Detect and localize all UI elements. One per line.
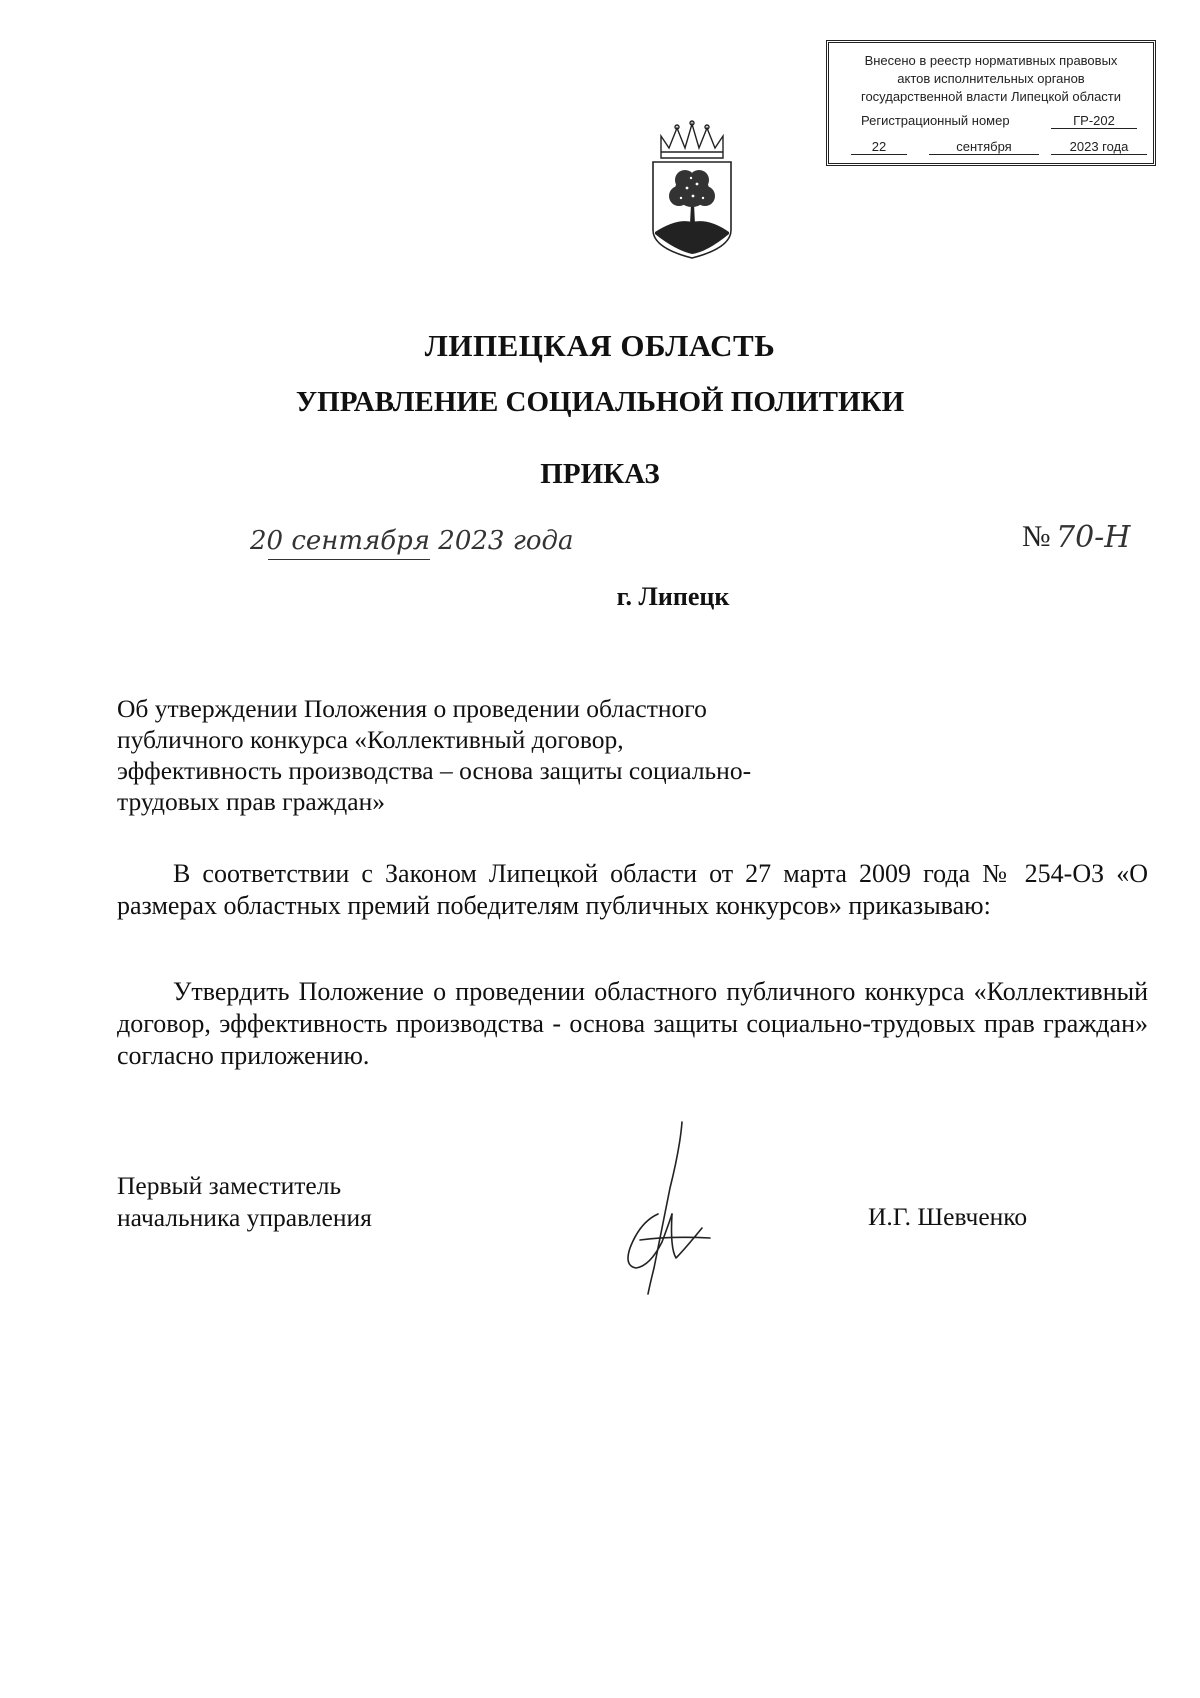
department-heading: УПРАВЛЕНИЕ СОЦИАЛЬНОЙ ПОЛИТИКИ xyxy=(295,386,905,418)
registry-stamp xyxy=(826,40,1156,166)
doc-type-heading: ПРИКАЗ xyxy=(540,458,660,490)
stamp-line-3: государственной власти Липецкой области xyxy=(860,89,1122,104)
signatory-position-line-1: Первый заместитель xyxy=(117,1171,342,1200)
city: г. Липецк xyxy=(616,582,730,611)
stamp-reg-label: Регистрационный номер xyxy=(861,113,1010,128)
order-title: Об утверждении Положения о проведении областного публичного конкурса «Коллективный договор, эффективность производства – основа защиты социально-трудовых прав граждан» xyxy=(117,694,752,816)
signatory-position xyxy=(117,1170,372,1234)
signatory-position-line-2: начальника управления xyxy=(117,1203,372,1232)
stamp-date-day: 22 xyxy=(851,139,907,155)
handwritten-signature xyxy=(610,1118,720,1296)
stamp-line-2: актов исполнительных органов xyxy=(897,71,1085,86)
paragraph-basis: В соответствии с Законом Липецкой области от 27 марта 2009 года № 254-ОЗ «О размерах областных премий победителям публичных конкурсов» приказываю: xyxy=(117,859,1148,920)
order-number: 70-Н xyxy=(1056,520,1131,555)
stamp-reg-number: ГР-202 xyxy=(1051,113,1137,129)
stamp-line-1: Внесено в реестр нормативных правовых xyxy=(864,53,1118,68)
region-heading: ЛИПЕЦКАЯ ОБЛАСТЬ xyxy=(424,328,776,363)
coat-of-arms-icon xyxy=(647,118,737,263)
paragraph-decision: Утвердить Положение о проведении областного публичного конкурса «Коллективный договор, эффективность производства - основа защиты социально-трудовых прав граждан» согласно приложению. xyxy=(117,977,1148,1070)
order-date: 20 сентября 2023 года xyxy=(250,526,574,556)
stamp-date-month: сентября xyxy=(929,139,1039,155)
signatory-name: И.Г. Шевченко xyxy=(868,1202,1028,1231)
stamp-date-year: 2023 года xyxy=(1051,139,1147,155)
order-number-sign: № xyxy=(1022,520,1051,553)
date-underline xyxy=(268,559,430,560)
